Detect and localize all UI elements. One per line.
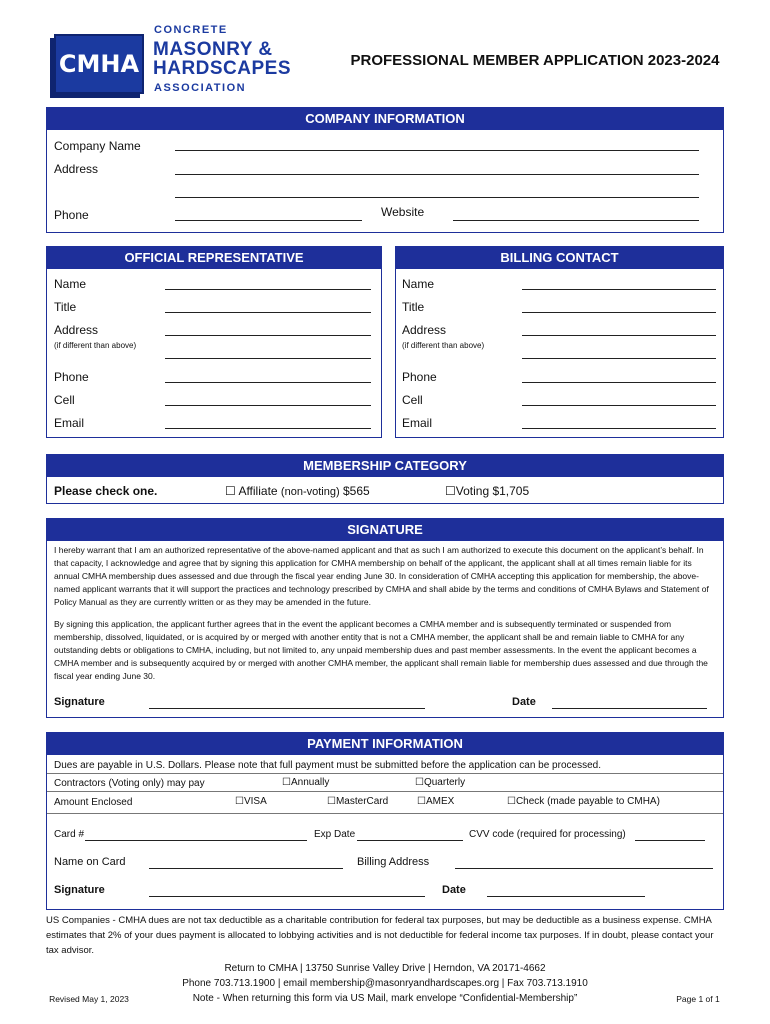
official-representative-header: OFFICIAL REPRESENTATIVE xyxy=(47,247,381,269)
divider xyxy=(47,791,723,792)
affiliate-note: (non-voting) xyxy=(280,486,340,498)
official-phone-label: Phone xyxy=(54,370,89,384)
affiliate-checkbox[interactable]: ☐ xyxy=(225,484,236,498)
billing-phone-label: Phone xyxy=(402,370,437,384)
footer-mail-note: Note - When returning this form via US Mail, mark envelope “Confidential-Membership” xyxy=(192,993,578,1004)
official-cell-label: Cell xyxy=(54,393,75,407)
billing-address-label: Billing Address xyxy=(357,856,430,868)
official-title-label: Title xyxy=(54,300,77,314)
official-cell-field[interactable] xyxy=(165,405,371,406)
logo-text-concrete: CONCRETE xyxy=(154,24,228,36)
cmha-logo-mark xyxy=(54,34,144,94)
company-name-label: Company Name xyxy=(54,139,141,153)
official-name-label: Name xyxy=(54,277,87,291)
billing-cell-field[interactable] xyxy=(522,405,716,406)
billing-contact-section xyxy=(395,246,724,438)
annually-option[interactable]: ☐Annually xyxy=(282,777,330,788)
official-name-field[interactable] xyxy=(165,289,371,290)
logo-text-masonry: MASONRY & xyxy=(153,39,273,60)
signature-warranty-text: I hereby warrant that I am an authorized representative of the above-named applicant and that as such I am authorized to execute this document on the applicant’s behalf. In that capacity, I acknowledge and agree that by signing this application for CMHA membership on behalf of the applicant, the applicant shall at all times remain liable for its annual CMHA membership dues assessed and due through the fiscal year ending June 30. In consideration of CMHA accepting this application for membership, the above-named applicant warrants that it will support the practices and technology prescribed by CMHA and shall abide by the terms and conditions of CMHA Bylaws and Statement of Policy Manual as they are currently written or as they may be amended in the future. xyxy=(54,545,709,607)
payment-date-field[interactable] xyxy=(487,896,645,897)
billing-email-label: Email xyxy=(402,416,433,430)
billing-contact-header: BILLING CONTACT xyxy=(396,247,723,269)
official-email-field[interactable] xyxy=(165,428,371,429)
card-number-field[interactable] xyxy=(85,840,307,841)
cvv-field[interactable] xyxy=(635,840,705,841)
billing-email-field[interactable] xyxy=(522,428,716,429)
billing-phone-field[interactable] xyxy=(522,382,716,383)
contractors-label: Contractors (Voting only) may pay xyxy=(54,778,205,789)
website-label: Website xyxy=(381,205,425,219)
official-email-label: Email xyxy=(54,416,85,430)
billing-address-note: (if different than above) xyxy=(402,341,485,350)
billing-address-field[interactable] xyxy=(455,868,713,869)
payment-information-section xyxy=(46,732,724,910)
billing-address-field-2[interactable] xyxy=(522,358,716,359)
billing-name-field[interactable] xyxy=(522,289,716,290)
footer-return-address: Return to CMHA | 13750 Sunrise Valley Drive | Herndon, VA 20171-4662 xyxy=(224,963,546,974)
logo-text-hardscapes: HARDSCAPES xyxy=(153,58,292,79)
official-representative-section xyxy=(46,246,382,438)
payment-signature-label: Signature xyxy=(54,884,105,896)
name-on-card-field[interactable] xyxy=(149,868,343,869)
official-title-field[interactable] xyxy=(165,312,371,313)
footer-contact-info: Phone 703.713.1900 | email membership@masonryandhardscapes.org | Fax 703.713.1910 xyxy=(182,978,588,989)
payment-signature-field[interactable] xyxy=(149,896,425,897)
official-address-label: Address xyxy=(54,323,99,337)
website-field[interactable] xyxy=(453,220,699,221)
payment-dues-note: Dues are payable in U.S. Dollars. Please note that full payment must be submitted before the application can be processed. xyxy=(54,760,601,771)
name-on-card-label: Name on Card xyxy=(54,856,126,868)
affiliate-price: $565 xyxy=(342,484,370,498)
membership-category-section xyxy=(46,454,724,504)
affiliate-label: Affiliate xyxy=(238,484,278,498)
membership-instruction: Please check one. xyxy=(54,484,158,498)
address-field-line-1[interactable] xyxy=(175,174,699,175)
card-number-label: Card # xyxy=(54,829,85,840)
check-option[interactable]: ☐Check (made payable to CMHA) xyxy=(507,796,660,807)
address-field-line-2[interactable] xyxy=(175,197,699,198)
billing-title-label: Title xyxy=(402,300,425,314)
signature-liability-text: By signing this application, the applicant further agrees that in the event the applicant becomes a CMHA member and is subsequently terminated or suspended from membership, dissolved, liquidated, or is acquired by or merged with another entity that is not a CMHA member, the applicant shall be and remain liable to CMHA for any outstanding debts or obligations to CMHA, including, but not limited to, any unpaid membership dues and past member assessments. In the event the applicant becomes a CMHA member and is subsequently acquired by or merged with another CMHA member, the applicant shall remain liable for membership dues assessed and due through the fiscal year ending June 30. xyxy=(54,619,708,681)
page-title: PROFESSIONAL MEMBER APPLICATION 2023-2024 xyxy=(350,52,720,69)
billing-name-label: Name xyxy=(402,277,435,291)
official-address-field-2[interactable] xyxy=(165,358,371,359)
cvv-label: CVV code (required for processing) xyxy=(469,829,626,840)
amount-enclosed-label: Amount Enclosed xyxy=(54,797,133,808)
divider xyxy=(47,813,723,814)
logo-text-association: ASSOCIATION xyxy=(154,82,247,94)
page-number: Page 1 of 1 xyxy=(676,994,720,1004)
official-address-note: (if different than above) xyxy=(54,341,137,350)
exp-date-field[interactable] xyxy=(357,840,463,841)
billing-cell-label: Cell xyxy=(402,393,423,407)
membership-category-header: MEMBERSHIP CATEGORY xyxy=(47,455,723,477)
phone-field[interactable] xyxy=(175,220,362,221)
billing-address-field-1[interactable] xyxy=(522,335,716,336)
tax-deductibility-note: US Companies - CMHA dues are not tax deductible as a charitable contribution for federal tax purposes, but may be deductible as a business expense. CMHA estimates that 2% of your dues payment is allocated to lobbying activities and is not deductible for federal income tax purposes. If in doubt, please contact your tax advisor. xyxy=(46,915,714,956)
visa-option[interactable]: ☐VISA xyxy=(235,796,267,807)
revision-date: Revised May 1, 2023 xyxy=(49,994,129,1004)
signature-date-field[interactable] xyxy=(552,708,707,709)
exp-date-label: Exp Date xyxy=(314,829,356,840)
signature-date-label: Date xyxy=(512,696,536,708)
payment-information-header: PAYMENT INFORMATION xyxy=(47,733,723,755)
phone-label: Phone xyxy=(54,208,89,222)
affiliate-option[interactable] xyxy=(225,484,370,498)
signature-label: Signature xyxy=(54,696,105,708)
company-information-section xyxy=(46,107,724,233)
signature-section xyxy=(46,518,724,718)
signature-field[interactable] xyxy=(149,708,425,709)
voting-option[interactable]: ☐Voting $1,705 xyxy=(445,484,530,498)
logo-mark-text: CMHA xyxy=(58,50,140,78)
quarterly-option[interactable]: ☐Quarterly xyxy=(415,777,466,788)
signature-header: SIGNATURE xyxy=(47,519,723,541)
company-name-field[interactable] xyxy=(175,150,699,151)
billing-title-field[interactable] xyxy=(522,312,716,313)
address-label: Address xyxy=(54,162,99,176)
official-phone-field[interactable] xyxy=(165,382,371,383)
divider xyxy=(47,773,723,774)
official-address-field-1[interactable] xyxy=(165,335,371,336)
company-information-header: COMPANY INFORMATION xyxy=(47,108,723,130)
billing-address-label: Address xyxy=(402,323,447,337)
amex-option[interactable]: ☐AMEX xyxy=(417,796,455,807)
payment-date-label: Date xyxy=(442,884,466,896)
mastercard-option[interactable]: ☐MasterCard xyxy=(327,796,389,807)
